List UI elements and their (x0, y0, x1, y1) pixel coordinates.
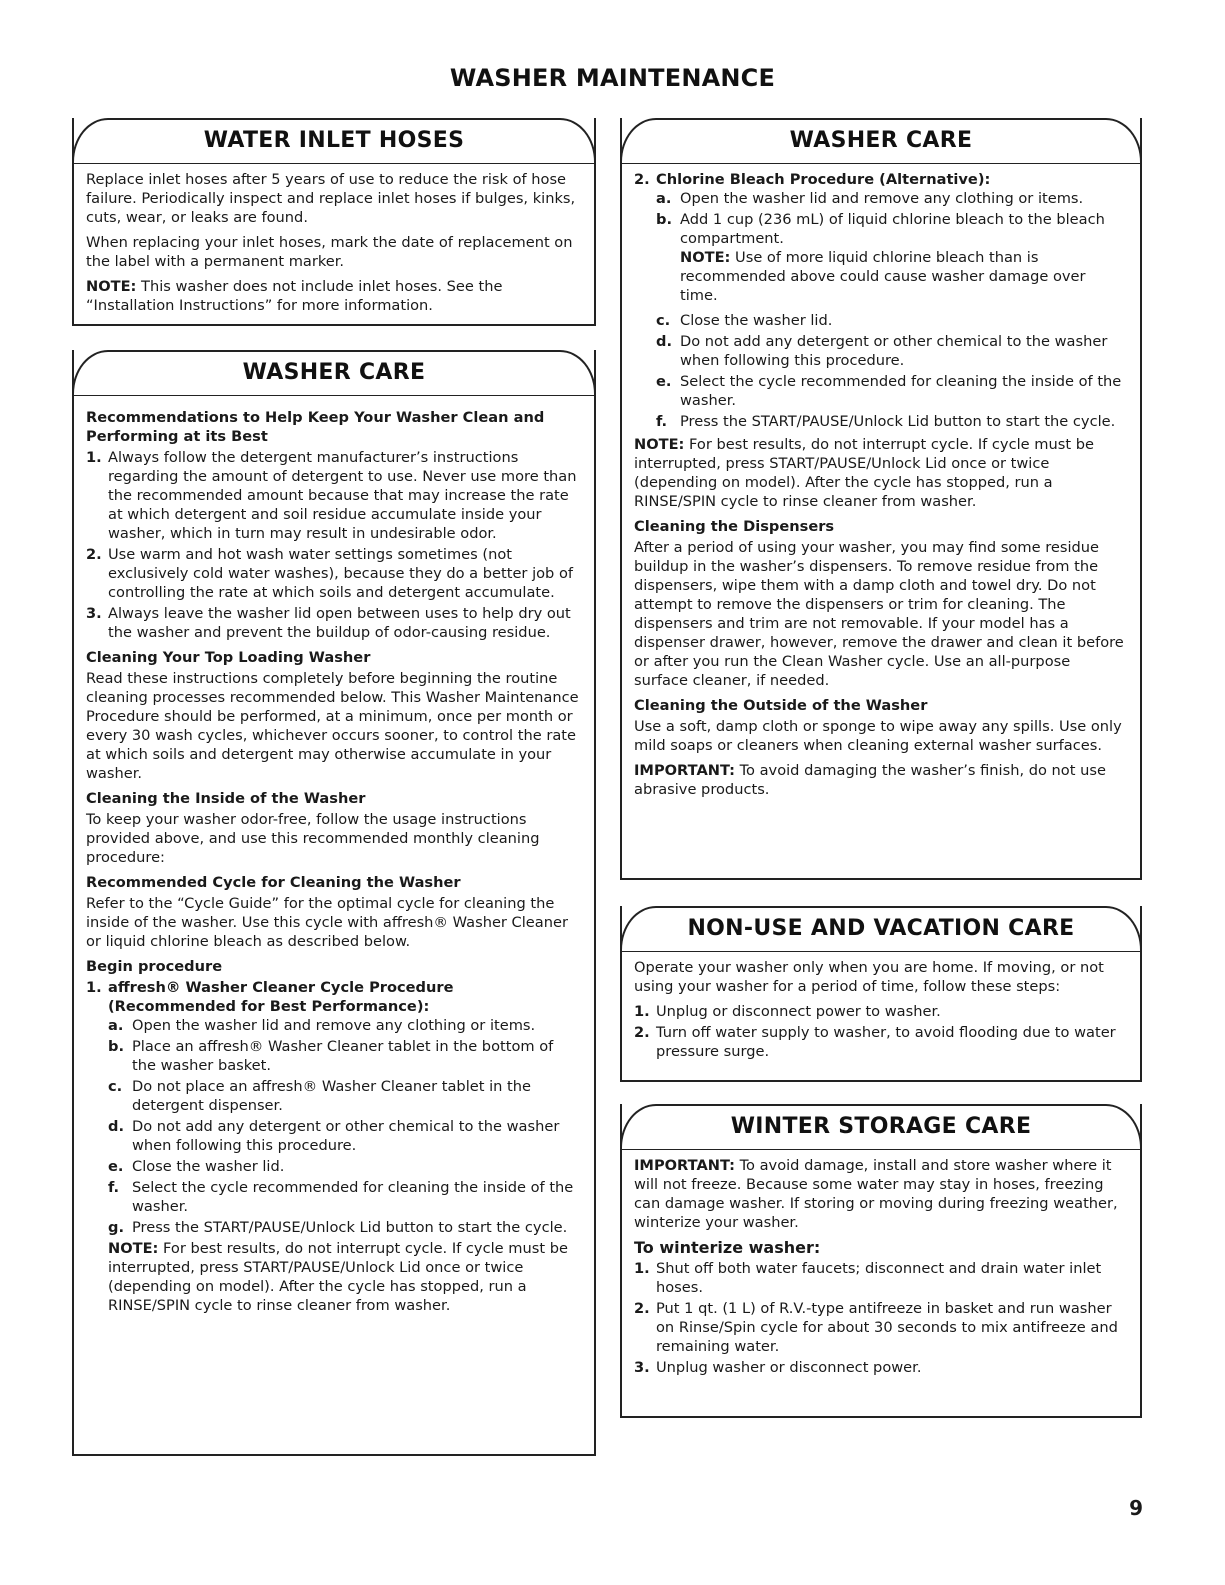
list-item: 1. Shut off both water faucets; disconnect and drain water inlet hoses. (634, 1260, 1102, 1296)
inlet-hoses-section (72, 118, 596, 326)
list-item: 2. Put 1 qt. (1 L) of R.V.-type antifreeze in basket and run washer on Rinse/Spin cycle for about 30 seconds to mix antifreeze and remaining water. (634, 1300, 1118, 1355)
paragraph: When replacing your inlet hoses, mark the date of replacement on the label with a permanent marker. (86, 234, 573, 270)
important-note: IMPORTANT: To avoid damage, install and store washer where it will not freeze. Because some water may stay in hoses, freezing can damage washer. If storing or moving during freezing weather, winterize your washer. (634, 1157, 1118, 1231)
section-title: WASHER CARE (789, 128, 973, 153)
step-item: b. Add 1 cup (236 mL) of liquid chlorine bleach to the bleach compartment. NOTE: Use of more liquid chlorine bleach than is recommended above could cause washer damage over time. (656, 210, 1126, 305)
step-item: g. Press the START/PAUSE/Unlock Lid button to start the cycle. (108, 1219, 568, 1236)
steps-list (634, 1002, 1126, 1061)
step-item: f. Press the START/PAUSE/Unlock Lid button to start the cycle. (656, 413, 1116, 430)
step-item: e. Select the cycle recommended for cleaning the inside of the washer. (656, 373, 1122, 409)
list-item: 2. Use warm and hot wash water settings sometimes (not exclusively cold water washes), because they do a better job of controlling the rate at which soils and detergent accumulate. (86, 546, 574, 601)
section-header (622, 906, 1140, 952)
section-header (622, 118, 1140, 164)
step-item: b. Place an affresh® Washer Cleaner tablet in the bottom of the washer basket. (108, 1038, 554, 1074)
step-item: a. Open the washer lid and remove any clothing or items. (108, 1017, 536, 1034)
washer-care-right-section (620, 118, 1142, 880)
note: NOTE: Use of more liquid chlorine bleach than is recommended above could cause washer damage over time. (680, 249, 1086, 304)
paragraph: Use a soft, damp cloth or sponge to wipe away any spills. Use only mild soaps or cleaners when cleaning external washer surfaces. (634, 718, 1122, 754)
list-item: 2. Chlorine Bleach Procedure (Alternative): a. Open the washer lid and remove any clothing or items. b. Add 1 cup (236 mL) of liquid chlorine bleach to the bleach compartment. NOTE: Use of more liquid chlorine bleach than is recommended above could cause washer damage over time. c. Close the washer lid. d. Do not add any detergent or other chemical to the washer when following this procedure. e. Select the cycle recommended for cleaning the inside of the washer. f. Press the START/PAUSE/Unlock Lid button to start the cycle. (634, 170, 1126, 431)
sub-heading: Cleaning Your Top Loading Washer (86, 649, 371, 666)
step-item: d. Do not add any detergent or other chemical to the washer when following this procedure. (108, 1118, 560, 1154)
sub-heading: To winterize washer: (634, 1238, 821, 1257)
page-title: WASHER MAINTENANCE (449, 64, 776, 92)
procedure-list (86, 978, 580, 1315)
paragraph: To keep your washer odor-free, follow the usage instructions provided above, and use this recommended monthly cleaning procedure: (86, 811, 540, 866)
paragraph: Operate your washer only when you are home. If moving, or not using your washer for a period of time, follow these steps: (634, 959, 1104, 995)
important-note: IMPORTANT: To avoid damaging the washer’s finish, do not use abrasive products. (634, 762, 1106, 798)
procedure-steps (656, 189, 1126, 431)
procedure-steps (108, 1016, 580, 1237)
note: NOTE: This washer does not include inlet hoses. See the “Installation Instructions” for more information. (86, 278, 503, 314)
note: NOTE: For best results, do not interrupt cycle. If cycle must be interrupted, press START/PAUSE/Unlock Lid once or twice (depending on model). After the cycle has stopped, run a RINSE/SPIN cycle to rinse cleaner from washer. (634, 436, 1094, 510)
section-title: WATER INLET HOSES (203, 128, 465, 153)
paragraph: Read these instructions completely before beginning the routine cleaning processes recommended below. This Washer Maintenance Procedure should be performed, at a minimum, once per month or every 30 wash cycles, whichever occurs sooner, to control the rate at which soils and detergent may otherwise accumulate in your washer. (86, 670, 579, 782)
page-number: 9 (1129, 1496, 1143, 1520)
list-item: 1. Unplug or disconnect power to washer. (634, 1003, 941, 1020)
step-item: d. Do not add any detergent or other chemical to the washer when following this procedure. (656, 333, 1108, 369)
washer-care-left-section (72, 350, 596, 1456)
step-item: f. Select the cycle recommended for cleaning the inside of the washer. (108, 1179, 574, 1215)
step-item: c. Do not place an affresh® Washer Cleaner tablet in the detergent dispenser. (108, 1078, 531, 1114)
sub-heading: Cleaning the Dispensers (634, 518, 835, 535)
procedure-title: Chlorine Bleach Procedure (Alternative): (656, 171, 991, 188)
paragraph: After a period of using your washer, you may find some residue buildup in the washer’s dispensers. To remove residue from the dispensers, wipe them with a damp cloth and towel dry. Do not attempt to remove the dispensers or trim for cleaning. The dispensers and trim are not removable. If your model has a dispenser drawer, however, remove the drawer and clean it before or after you run the Clean Washer cycle. Use an all-purpose surface cleaner, if needed. (634, 539, 1124, 689)
list-item: 2. Turn off water supply to washer, to avoid flooding due to water pressure surge. (634, 1024, 1116, 1060)
section-title: WINTER STORAGE CARE (730, 1114, 1032, 1139)
procedure-title: affresh® Washer Cleaner Cycle Procedure (Recommended for Best Performance): (108, 979, 454, 1015)
recommendations-list (86, 448, 580, 642)
steps-list (634, 1259, 1126, 1377)
sub-heading: Cleaning the Inside of the Washer (86, 790, 366, 807)
list-item: 3. Always leave the washer lid open between uses to help dry out the washer and prevent the buildup of odor-causing residue. (86, 605, 571, 641)
sub-heading: Recommendations to Help Keep Your Washer Clean and Performing at its Best (86, 409, 545, 445)
vacation-care-section (620, 906, 1142, 1082)
list-item: 3. Unplug washer or disconnect power. (634, 1359, 922, 1376)
section-header (74, 350, 594, 396)
step-item: a. Open the washer lid and remove any clothing or items. (656, 190, 1084, 207)
sub-heading: Recommended Cycle for Cleaning the Washer (86, 874, 461, 891)
section-header (74, 118, 594, 164)
step-item: c. Close the washer lid. (656, 312, 833, 329)
paragraph: Replace inlet hoses after 5 years of use to reduce the risk of hose failure. Periodically inspect and replace inlet hoses if bulges, kinks, cuts, wear, or leaks are found. (86, 171, 576, 226)
sub-heading: Begin procedure (86, 958, 223, 975)
paragraph: Refer to the “Cycle Guide” for the optimal cycle for cleaning the inside of the washer. Use this cycle with affresh® Washer Cleaner or liquid chlorine bleach as described below. (86, 895, 568, 950)
sub-heading: Cleaning the Outside of the Washer (634, 697, 928, 714)
procedure-list (634, 170, 1126, 431)
winter-storage-section (620, 1104, 1142, 1418)
section-header (622, 1104, 1140, 1150)
list-item: 1. affresh® Washer Cleaner Cycle Procedure (Recommended for Best Performance): a. Open the washer lid and remove any clothing or items. b. Place an affresh® Washer Cleaner tablet in the bottom of the washer basket. c. Do not place an affresh® Washer Cleaner tablet in the detergent dispenser. d. Do not add any detergent or other chemical to the washer when following this procedure. e. Close the washer lid. f. Select the cycle recommended for cleaning the inside of the washer. g. Press the START/PAUSE/Unlock Lid button to start the cycle. NOTE: For best results, do not interrupt cycle. If cycle must be interrupted, press START/PAUSE/Unlock Lid once or twice (depending on model). After the cycle has stopped, run a RINSE/SPIN cycle to rinse cleaner from washer. (86, 978, 580, 1315)
list-item: 1. Always follow the detergent manufacturer’s instructions regarding the amount of detergent to use. Never use more than the recommended amount because that may increase the rate at which detergent and soil residue accumulate inside your washer, which in turn may result in undesirable odor. (86, 449, 577, 542)
note: NOTE: For best results, do not interrupt cycle. If cycle must be interrupted, press START/PAUSE/Unlock Lid once or twice (depending on model). After the cycle has stopped, run a RINSE/SPIN cycle to rinse cleaner from washer. (108, 1240, 568, 1314)
section-title: NON-USE AND VACATION CARE (687, 916, 1075, 941)
step-item: e. Close the washer lid. (108, 1158, 285, 1175)
section-title: WASHER CARE (242, 360, 426, 385)
